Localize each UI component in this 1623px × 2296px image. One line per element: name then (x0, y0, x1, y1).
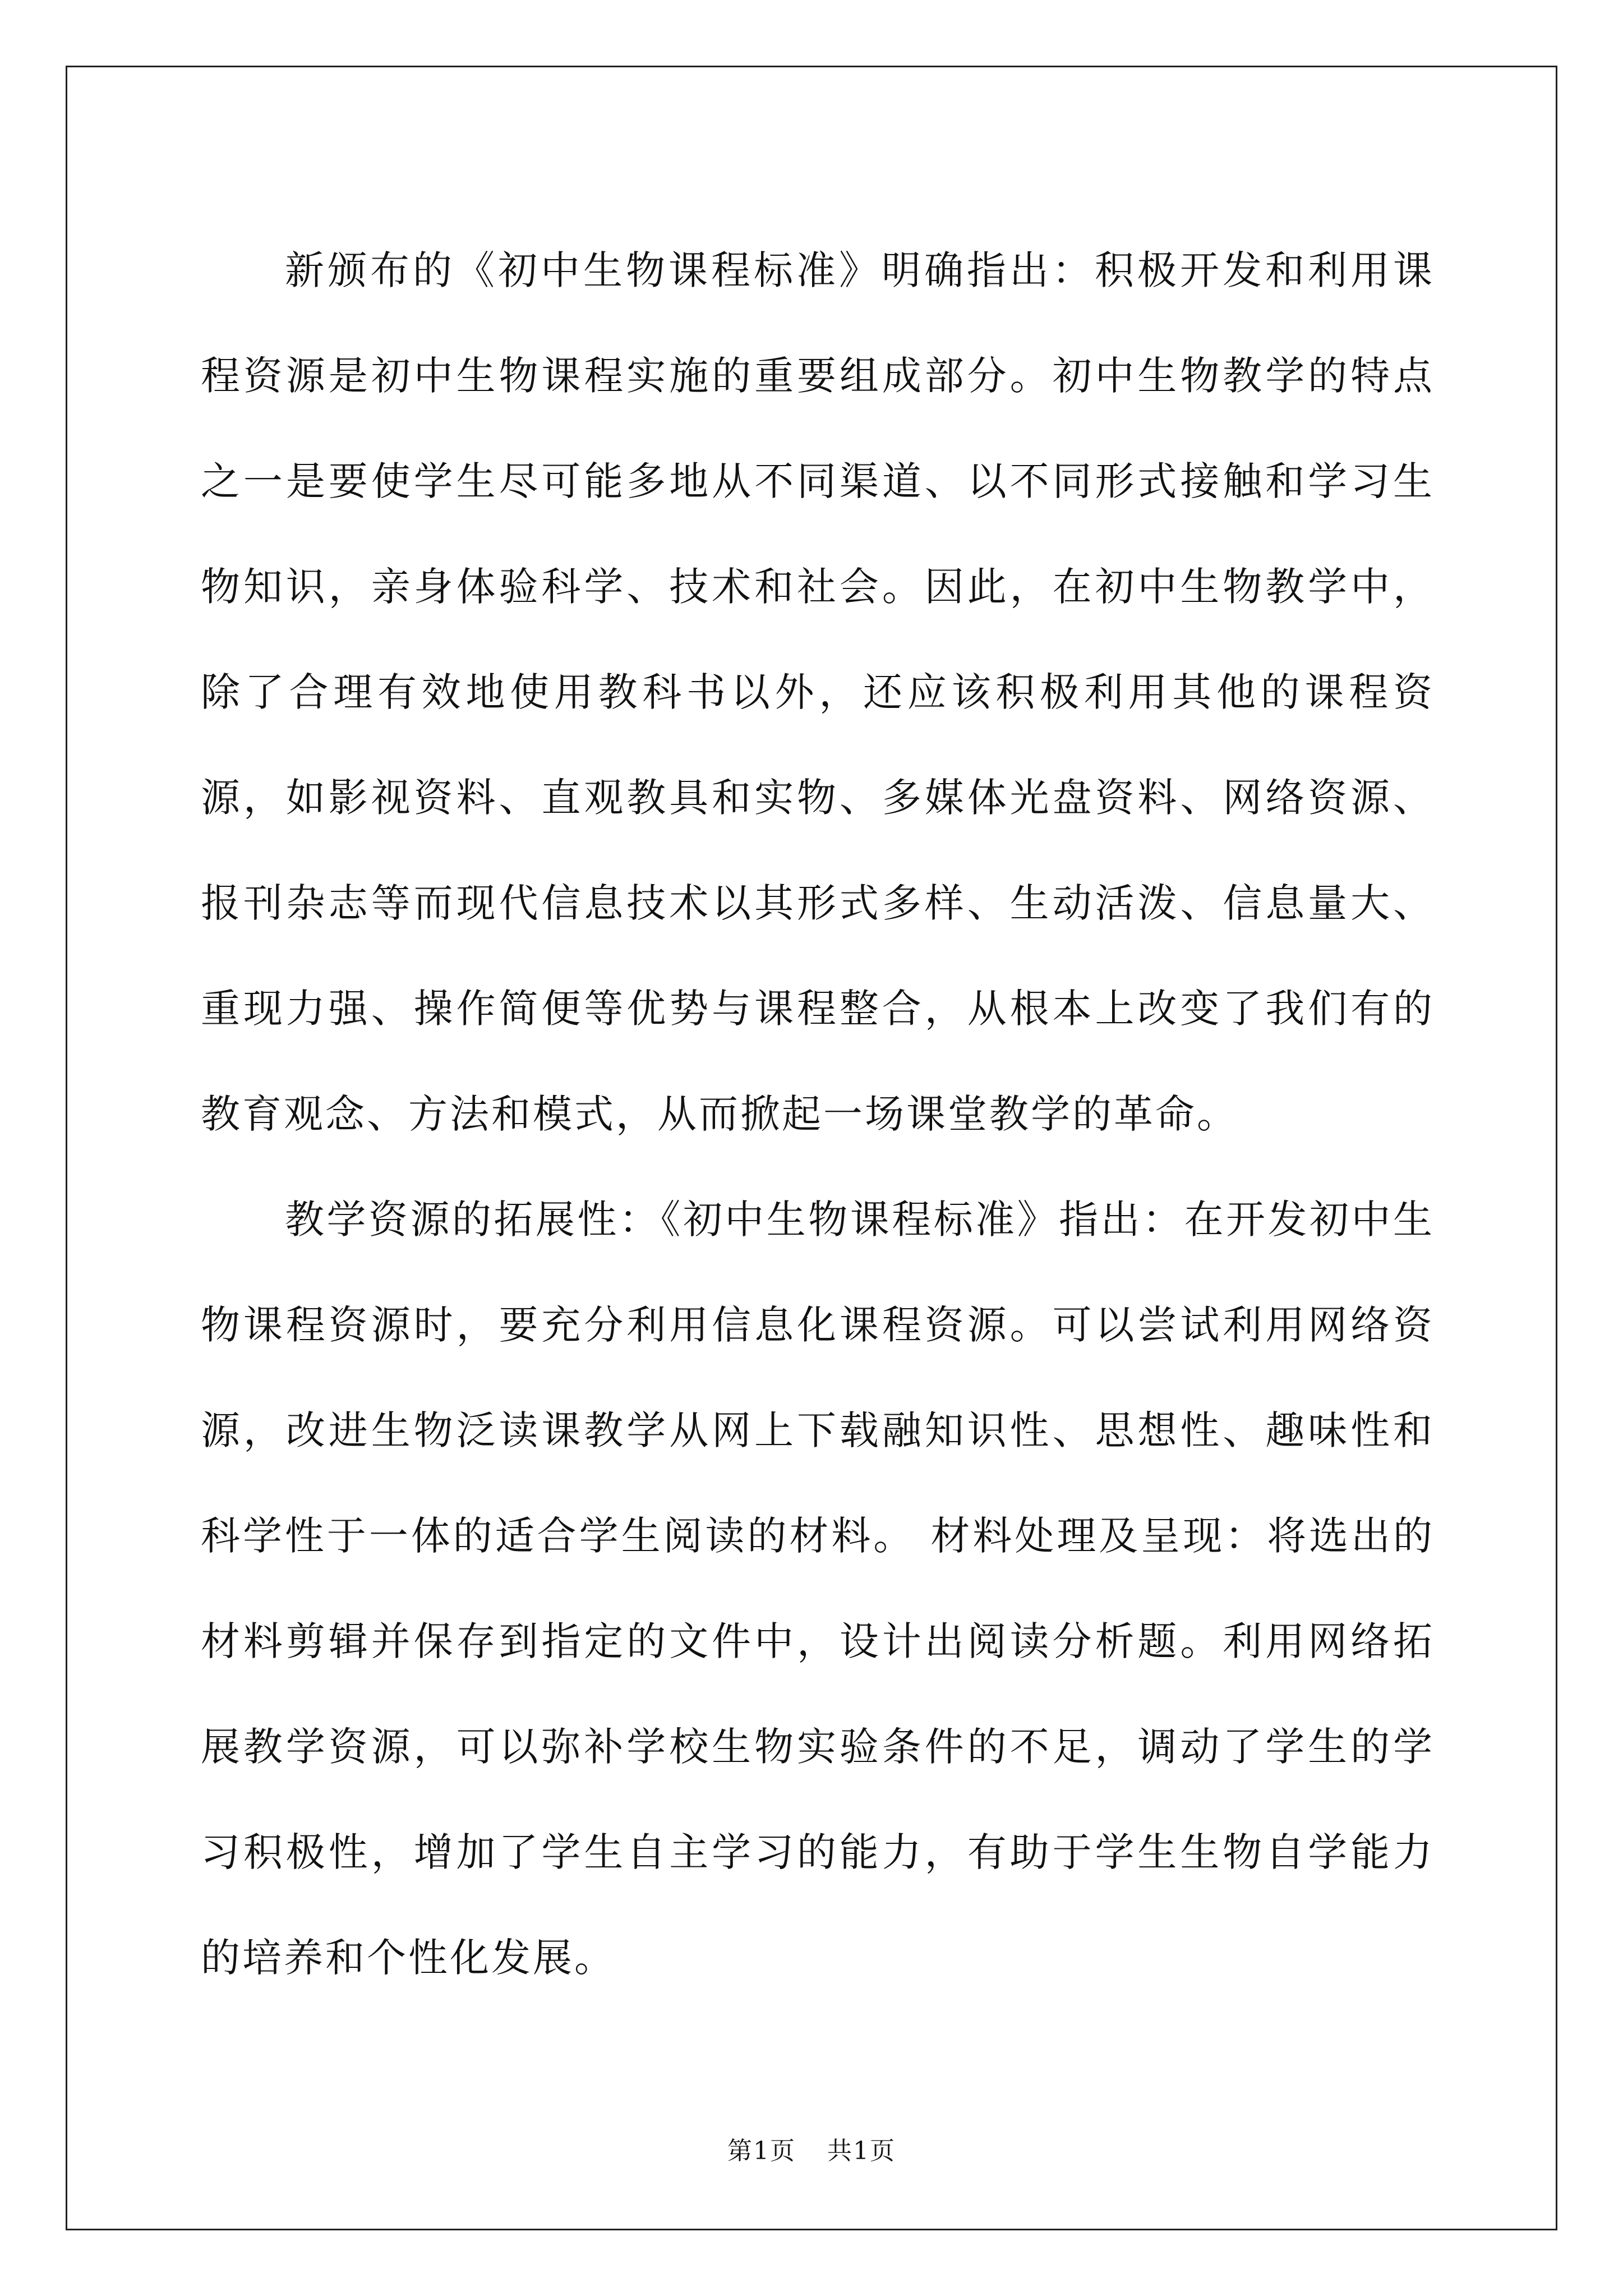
document-body (201, 218, 1435, 2010)
paragraph-intro: 新颁布的《初中生物课程标准》明确指出：积极开发和利用课程资源是初中生物课程实施的重要组成部分。初中生物教学的特点之一是要使学生尽可能多地从不同渠道、以不同形式接触和学习生物知识，亲身体验科学、技术和社会。因此，在初中生物教学中，除了合理有效地使用教科书以外，还应该积极利用其他的课程资源，如影视资料、直观教具和实物、多媒体光盘资料、网络资源、报刊杂志等而现代信息技术以其形式多样、生动活泼、信息量大、重现力强、操作简便等优势与课程整合，从根本上改变了我们有的教育观念、方法和模式，从而掀起一场课堂教学的革命。 (201, 247, 1435, 1137)
page-total: 共1页 (827, 2137, 896, 2165)
page-number: 第1页 (727, 2137, 796, 2165)
page-footer (0, 2134, 1623, 2168)
paragraph-resource-expansion: 教学资源的拓展性：《初中生物课程标准》指出：在开发初中生物课程资源时，要充分利用信息化课程资源。可以尝试利用网络资源，改进生物泛读课教学从网上下载融知识性、思想性、趣味性和科学性于一体的适合学生阅读的材料。 材料处理及呈现：将选出的材料剪辑并保存到指定的文件中，设计出阅读分析题。利用网络拓展教学资源，可以弥补学校生物实验条件的不足，调动了学生的学习积极性，增加了学生自主学习的能力，有助于学生生物自学能力的培养和个性化发展。 (201, 1197, 1435, 1981)
